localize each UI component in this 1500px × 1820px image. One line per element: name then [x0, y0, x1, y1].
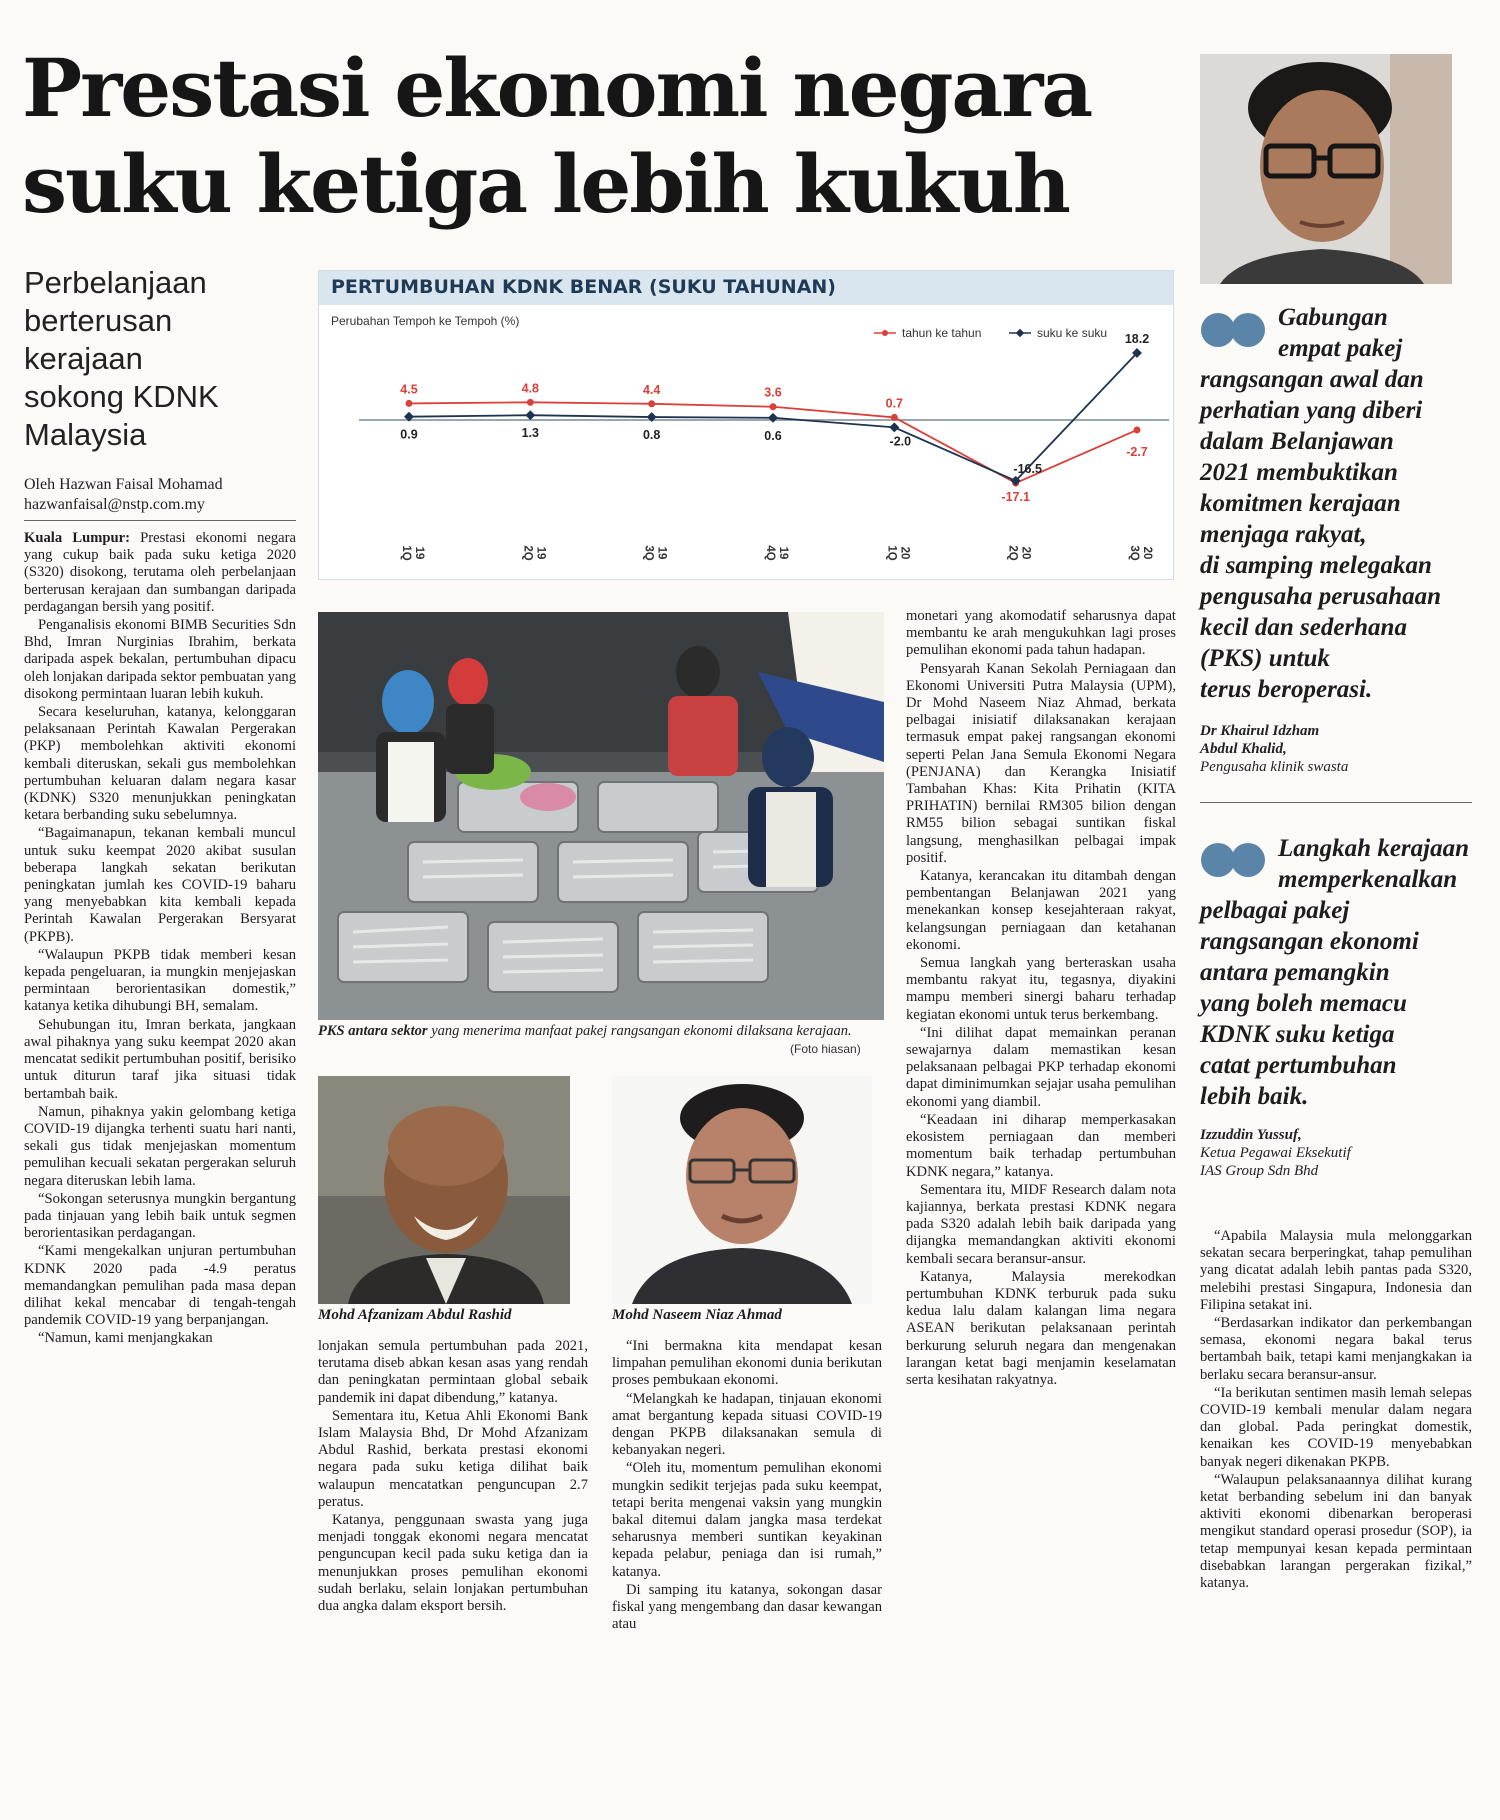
quote-line: catat pertumbuhan [1200, 1052, 1397, 1079]
paragraph [906, 1112, 1176, 1181]
data-point [648, 400, 655, 407]
data-label: 3.6 [764, 385, 782, 400]
photo-illustration [318, 612, 884, 1020]
quote-line: KDNK suku ketiga [1200, 1021, 1395, 1048]
deck-line: Perbelanjaan [24, 265, 207, 300]
deck-line: Malaysia [24, 417, 147, 452]
paragraph-text: “Ini dilihat dapat memainkan peranan sewajarnya dalam memastikan kesan pelaksanaan pelbagai PKP terhadap ekonomi dapat diminimumkan sejajar usaha pemulihan ekonomi yang diambil. [906, 1024, 1176, 1110]
paragraph-text: lonjakan semula pertumbuhan pada 2021, terutama diseb abkan kesan asas yang rendah dan peningkatan permintaan global sebaik pandemik ini dapat dibendung,” katanya. [318, 1338, 588, 1406]
article-column-1 [24, 530, 296, 1745]
article-column-3 [612, 1338, 882, 1748]
data-label: 1.3 [521, 426, 540, 441]
paragraph [24, 1017, 296, 1103]
x-tick-label: 2Q [521, 545, 534, 561]
paragraph [906, 608, 1176, 660]
quote-line: lebih baik. [1200, 1083, 1309, 1110]
data-label: 18.2 [1124, 331, 1150, 346]
photo-credit: (Foto hiasan) [790, 1042, 861, 1056]
divider [1200, 802, 1472, 803]
portrait-afzanizam [318, 1076, 570, 1304]
quote-1-attribution [1200, 722, 1472, 776]
portrait-caption-2: Mohd Naseem Niaz Ahmad [612, 1307, 782, 1323]
paragraph-text: “Namun, kami menjangkakan [38, 1330, 213, 1347]
paragraph [612, 1338, 882, 1390]
quote-line: pengusaha perusahaan [1200, 583, 1442, 610]
chart [318, 270, 1174, 580]
data-label: 0.7 [885, 396, 904, 411]
x-tick-label: 20 [1019, 546, 1032, 560]
paragraph-text: Sementara itu, MIDF Research dalam nota kajiannya, berkata prestasi KDNK negara pada S320 adalah lebih baik daripada yang dijangka memandangkan aktiviti ekonomi kembali secara beransur-ansur. [906, 1181, 1176, 1267]
quote-line: antara pemangkin [1200, 959, 1390, 986]
paragraph [906, 1269, 1176, 1389]
byline [24, 475, 294, 515]
paragraph-text: “Walaupun pelaksanaannya dilihat kurang ketat berbanding sebelum ini dan banyak aktiviti ekonomi dibenarkan beroperasi mengikut standard operasi prosedur (SOP), ia tetap mempunyai kesan kepada permintaan disebabkan larangan pergerakan fizikal,” katanya. [1200, 1471, 1472, 1592]
x-tick-label: 3Q [642, 545, 655, 561]
quote-line: Langkah kerajaan [1278, 835, 1470, 862]
quote-line: (PKS) untuk [1200, 645, 1330, 672]
data-label: 4.8 [521, 381, 540, 396]
data-label: 0.8 [642, 428, 661, 443]
data-label: -2.0 [889, 434, 912, 449]
data-point [768, 413, 778, 423]
chart-title: PERTUMBUHAN KDNK BENAR (SUKU TAHUNAN) [331, 276, 836, 298]
quote-line: rangsangan awal dan [1200, 366, 1424, 393]
quote-1-name: Abdul Khalid, [1200, 741, 1287, 757]
paragraph-text: Di samping itu katanya, sokongan dasar fiskal yang mengembang dan dasar kewangan atau [612, 1581, 882, 1633]
paragraph [318, 1512, 588, 1615]
paragraph-text: Penganalisis ekonomi BIMB Securities Sdn Bhd, Imran Nurginias Ibrahim, berkata daripada aspek bekalan, pertumbuhan dipacu oleh lonjakan daripada sektor pembuatan yang disokong permintaan luaran lebih kukuh. [24, 617, 296, 702]
data-point [527, 399, 534, 406]
legend-swatch-marker [1016, 329, 1024, 337]
paragraph-text: “Sokongan seterusnya mungkin bergantung pada tinjauan yang lebih baik untuk segmen berorientasikan perdagangan. [24, 1190, 296, 1242]
x-tick-label: 2Q [1006, 545, 1019, 561]
data-point [406, 400, 413, 407]
paragraph [612, 1391, 882, 1460]
deck-line: berterusan [24, 303, 173, 338]
x-tick-label: 20 [898, 546, 911, 560]
paragraph-text: Semua langkah yang berteraskan usaha membantu rakyat itu, tegasnya, diyakini mampu memberi sinergi baharu terhadap kegiatan ekonomi untuk terus berkembang. [906, 955, 1176, 1023]
pull-quote-2 [1200, 833, 1472, 1112]
quote-2-attribution [1200, 1126, 1472, 1180]
paragraph-text: “Ini bermakna kita mendapat kesan limpahan pemulihan ekonomi dunia berikutan proses pembukaan ekonomi. [612, 1338, 882, 1389]
quote-line: pelbagai pakej [1200, 897, 1350, 924]
paragraph-text: “Oleh itu, momentum pemulihan ekonomi mungkin sedikit terjejas pada suku keempat, tetapi berita mengenai vaksin yang mungkin bakal ditemui dalam jangka masa terdekat seharusnya memberi suntikan keyakinan kepada pelabur, peniaga dan isi rumah,” katanya. [612, 1460, 882, 1580]
paragraph-text: “Bagaimanapun, tekanan kembali muncul untuk suku keempat 2020 akibat susulan beberapa langkah sekatan berikutan peningkatan jumlah kes COVID-19 baharu yang menyebabkan kita kembali kepada Perintah Kawalan Pergerakan Bersyarat (PKPB). [24, 825, 296, 945]
paragraph [906, 661, 1176, 867]
data-point [525, 410, 535, 420]
paragraph [906, 1182, 1176, 1268]
x-tick-label: 4Q [764, 545, 776, 561]
quote-2-name: Izzuddin Yussuf, [1200, 1127, 1302, 1143]
divider [24, 520, 296, 521]
byline-author: Oleh Hazwan Faisal Mohamad [24, 476, 223, 493]
quote-1-role: Pengusaha klinik swasta [1200, 759, 1349, 775]
data-label: -17.1 [1001, 490, 1030, 504]
x-tick-label: 1Q [885, 545, 898, 561]
quote-line: di samping melegakan [1200, 552, 1432, 579]
x-tick-label: 19 [655, 546, 668, 560]
x-tick-label: 19 [534, 546, 547, 560]
x-tick-label: 20 [1141, 546, 1153, 560]
photo-caption [318, 1023, 884, 1040]
paragraph-text: “Melangkah ke hadapan, tinjauan ekonomi amat bergantung kepada situasi COVID-19 dengan PKPB dilaksanakan semula di kebanyakan negeri. [612, 1390, 882, 1459]
x-tick-label: 19 [413, 546, 425, 560]
quote-line: komitmen kerajaan [1200, 490, 1401, 517]
quote-line: yang boleh memacu [1200, 990, 1407, 1017]
data-label: 0.9 [400, 427, 418, 442]
article-column-4 [906, 608, 1176, 1748]
deck-line: sokong KDNK [24, 379, 219, 414]
chart-plot [319, 305, 1173, 579]
quote-line: 2021 membuktikan [1200, 459, 1398, 486]
paragraph [1200, 1385, 1472, 1471]
paragraph [24, 530, 296, 616]
quote-line: perhatian yang diberi [1200, 397, 1423, 424]
paragraph-text: Secara keseluruhan, katanya, kelonggaran pelaksanaan Perintah Kawalan Pergerakan (PKP) membolehkan aktiviti ekonomi kembali diteruskan, sekali gus membolehkan pertumbuhan keluaran dalam negara kasar (KDNK) S320 menunjukkan peningkatan ketara berbanding suku sebelumnya. [24, 704, 296, 824]
paragraph [24, 947, 296, 1016]
data-label: 4.4 [642, 382, 661, 397]
paragraph-text: “Walaupun PKPB tidak memberi kesan kepada pengeluaran, ia mungkin menjejaskan permintaan berorientasikan domestik,” katanya ketika dihubungi BH, semalam. [24, 946, 296, 1015]
data-point [891, 414, 898, 421]
paragraph-text: monetari yang akomodatif seharusnya dapat membantu ke arah mengukuhkan lagi proses pemulihan ekonomi pada tahun hadapan. [906, 608, 1176, 659]
portrait-khairul [1200, 54, 1452, 284]
headline-line: Prestasi ekonomi negara [22, 41, 1092, 135]
paragraph [24, 704, 296, 824]
legend-swatch-marker [882, 330, 888, 336]
paragraph-text: Katanya, penggunaan swasta yang juga menjadi tonggak ekonomi negara mencatat penguncupan kecil pada suku ketiga dan ia menunjukkan proses pemulihan ekonomi sudah berlaku, selain lonjakan pertumbuhan dua angka dalam eksport bersih. [318, 1512, 588, 1615]
legend-label: tahun ke tahun [902, 326, 982, 340]
paragraph [24, 1191, 296, 1243]
article-column-5 [1200, 1228, 1472, 1748]
pull-quote-1 [1200, 302, 1472, 705]
data-label: -16.5 [1013, 461, 1042, 476]
portrait-illustration [1200, 54, 1452, 284]
quote-line: kecil dan sederhana [1200, 614, 1407, 641]
paragraph-text: “Berdasarkan indikator dan perkembangan semasa, ekonomi negara bakal terus bertambah baik, tetapi kami menjangkakan ia berlaku secara beransur-ansur. [1200, 1315, 1472, 1383]
paragraph-text: “Apabila Malaysia mula melonggarkan sekatan secara berperingkat, tahap pemulihan yang dicatat adalah lebih pantas pada S320, melebihi prestasi Singapura, Indonesia dan Filipina setakat ini. [1200, 1228, 1472, 1313]
paragraph-text: “Ia berikutan sentimen masih lemah selepas COVID-19 kembali menular dalam negara dan global. Pada peringkat domestik, kenaikan kes COVID-19 menyebabkan banyak negeri dikenakan PKPB. [1200, 1384, 1472, 1470]
quote-line: dalam Belanjawan [1200, 428, 1394, 455]
x-tick-label: 1Q [400, 545, 412, 561]
data-label: 0.6 [764, 428, 782, 443]
paragraph [24, 617, 296, 703]
paragraph [1200, 1228, 1472, 1314]
legend-label: suku ke suku [1037, 326, 1108, 340]
paragraph-text: Pensyarah Kanan Sekolah Perniagaan dan Ekonomi Universiti Putra Malaysia (UPM), Dr Mohd Naseem Niaz Ahmad, berkata pelbagai inisiatif dilaksanakan kerajaan termasuk empat pakej rangsangan ekonomi seperti Pelan Jana Semula Ekonomi Negara (PENJANA) dan Kerangka Inisiatif Tambahan Khas: Kita Prihatin (KITA PRIHATIN) bernilai RM305 bilion dengan RM55 bilion sebagai suntikan fiskal langsung, menghasilkan pelbagai impak positif. [906, 660, 1176, 866]
photo-caption-text: yang menerima manfaat pakej rangsangan ekonomi dilaksana kerajaan. [427, 1023, 852, 1039]
article-column-2 [318, 1338, 588, 1748]
paragraph [24, 825, 296, 945]
paragraph-text: Katanya, kerancakan itu ditambah dengan pembentangan Belanjawan 2021 yang menekankan konsep kesejahteraan rakyat, kelangsungan perniagaan dan ketahanan ekonomi. [906, 868, 1176, 953]
data-label: 4.5 [400, 382, 418, 397]
quote-line: menjaga rakyat, [1200, 521, 1367, 548]
portrait-illustration [318, 1076, 570, 1304]
headline [22, 40, 1192, 232]
data-point [889, 422, 899, 432]
paragraph [24, 1330, 296, 1347]
data-label: -2.7 [1126, 444, 1148, 459]
paragraph [318, 1338, 588, 1407]
paragraph [612, 1460, 882, 1580]
quote-2-role: Ketua Pegawai Eksekutif [1200, 1145, 1351, 1161]
headline-line: suku ketiga lebih kukuh [22, 137, 1069, 231]
paragraph-text: Sehubungan itu, Imran berkata, jangkaan awal pihaknya yang suku keempat 2020 akan mencatat sedikit pertumbuhan positif, berisiko untuk diturun taraf jika situasi tidak bertambah baik. [24, 1016, 296, 1102]
paragraph [318, 1408, 588, 1511]
paragraph-text: Sementara itu, Ketua Ahli Ekonomi Bank Islam Malaysia Bhd, Dr Mohd Afzanizam Abdul Rashid, berkata prestasi ekonomi negara pada suku ketiga dilihat baik walaupun mencatatkan penguncupan 2.7 peratus. [318, 1407, 588, 1510]
quote-line: empat pakej [1278, 335, 1403, 362]
deck [24, 264, 294, 454]
portrait-illustration [612, 1076, 872, 1304]
quote-2-role: IAS Group Sdn Bhd [1200, 1163, 1319, 1179]
paragraph-text: Katanya, Malaysia merekodkan pertumbuhan KDNK terburuk pada suku kedua lalu dalam kalangan lima negara ASEAN berikutan pelaksanaan perintah berkurung seluruh negara dan mengenakan larangan ketat bagi menjamin keselamatan serta kesihatan rakyatnya. [906, 1268, 1176, 1388]
x-tick-label: 19 [777, 546, 789, 560]
paragraph-text: “Keadaan ini diharap memperkasakan ekosistem perniagaan dan memberi momentum baik terhadap pertumbuhan KDNK negara,” katanya. [906, 1111, 1176, 1180]
paragraph-text: Prestasi ekonomi negara yang cukup baik pada suku ketiga 2020 (S320) disokong, terutama oleh perbelanjaan berterusan kerajaan dan sumbangan daripada perdagangan bersih yang positif. [24, 530, 296, 615]
paragraph [906, 1025, 1176, 1111]
paragraph [906, 868, 1176, 954]
portrait-caption-1: Mohd Afzanizam Abdul Rashid [318, 1307, 512, 1323]
photo-caption-lead: PKS antara sektor [318, 1023, 428, 1039]
x-tick-label: 3Q [1128, 545, 1140, 561]
portrait-naseem [612, 1076, 872, 1304]
data-point [1134, 426, 1141, 433]
paragraph-text: Namun, pihaknya yakin gelombang ketiga COVID-19 dijangka terhenti suatu hari nanti, sekali gus tidak menjejaskan momentum pemulihan kecuali sekatan pergerakan seluruh negara diteruskan lebih lama. [24, 1103, 296, 1189]
paragraph [1200, 1315, 1472, 1384]
quote-line: memperkenalkan [1278, 866, 1458, 893]
main-photo [318, 612, 884, 1020]
paragraph [612, 1582, 882, 1634]
deck-line: kerajaan [24, 341, 143, 376]
chart-y-label: Perubahan Tempoh ke Tempoh (%) [331, 314, 520, 328]
paragraph [24, 1104, 296, 1190]
quote-line: Gabungan [1278, 304, 1388, 331]
dateline: Kuala Lumpur: [24, 530, 130, 546]
paragraph [24, 1243, 296, 1329]
paragraph-text: “Kami mengekalkan unjuran pertumbuhan KDNK 2020 pada -4.9 peratus memandangkan pemulihan pada masa depan dilihat kekal mencabar di tengah-tengah pandemik COVID-19 yang berpanjangan. [24, 1243, 296, 1329]
paragraph [906, 955, 1176, 1024]
byline-email[interactable]: hazwanfaisal@nstp.com.my [24, 496, 205, 513]
quote-line: rangsangan ekonomi [1200, 928, 1419, 955]
data-point [770, 403, 777, 410]
quote-line: terus beroperasi. [1200, 676, 1373, 703]
paragraph [1200, 1472, 1472, 1592]
quote-1-name: Dr Khairul Idzham [1200, 723, 1320, 739]
chart-header [319, 271, 1173, 305]
